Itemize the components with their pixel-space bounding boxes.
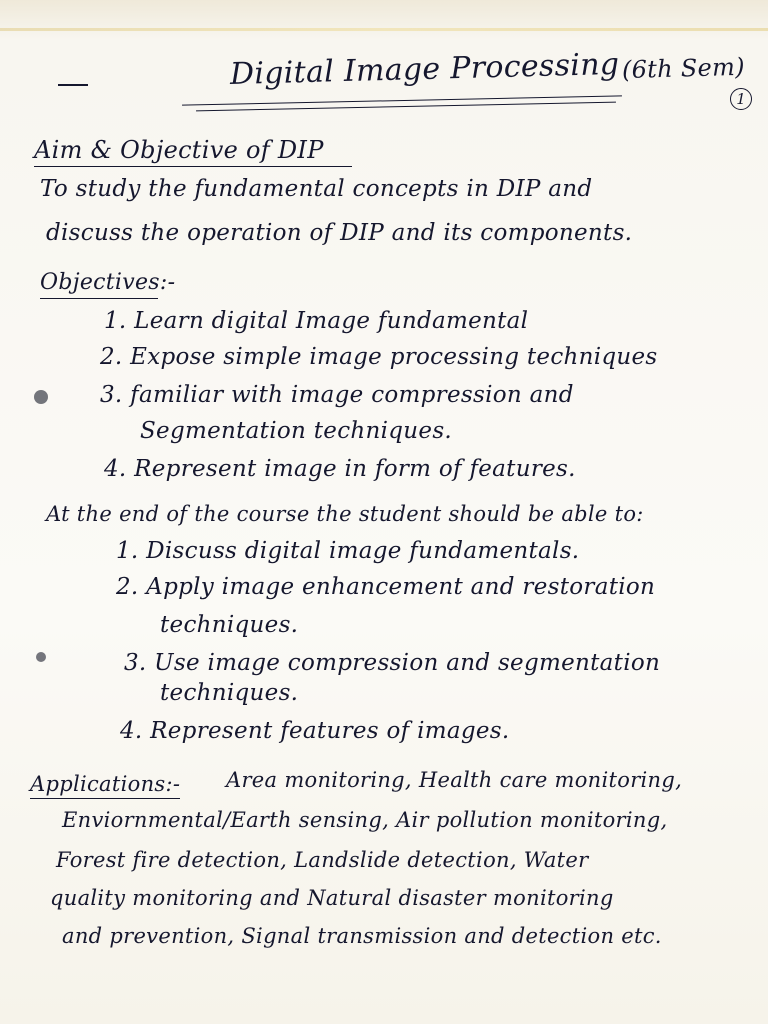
outcome-item: 4. Represent features of images.: [120, 718, 510, 744]
objective-item: 3. familiar with image compression and: [100, 382, 574, 408]
objective-item: 1. Learn digital Image fundamental: [104, 308, 529, 334]
page-title: Digital Image Processing: [229, 46, 620, 92]
applications-line: Forest fire detection, Landslide detection, Water: [56, 848, 589, 872]
page-number: 1: [730, 88, 752, 110]
objective-item: Segmentation techniques.: [140, 418, 453, 444]
outcomes-intro: At the end of the course the student should be able to:: [46, 502, 644, 526]
applications-line: quality monitoring and Natural disaster monitoring: [50, 886, 614, 910]
margin-dash: [58, 84, 88, 86]
objective-item: 2. Expose simple image processing techniques: [100, 344, 658, 370]
applications-line: and prevention, Signal transmission and detection etc.: [62, 924, 662, 948]
outcome-item: 1. Discuss digital image fundamentals.: [116, 538, 580, 564]
aim-text-line: discuss the operation of DIP and its components.: [46, 220, 633, 246]
applications-label-underline: [30, 798, 180, 799]
applications-label: Applications:-: [30, 772, 181, 796]
aim-heading-underline: [34, 166, 352, 167]
objective-item: 4. Represent image in form of features.: [104, 456, 576, 482]
outcome-item: 3. Use image compression and segmentation: [124, 650, 661, 676]
objectives-heading: Objectives:-: [40, 270, 176, 295]
punch-hole: [34, 390, 48, 404]
aim-text-line: To study the fundamental concepts in DIP and: [40, 176, 593, 202]
applications-line: Enviornmental/Earth sensing, Air pollution monitoring,: [62, 808, 668, 832]
outcome-item: 2. Apply image enhancement and restoration: [116, 574, 656, 600]
page-top-edge: [0, 28, 768, 31]
objectives-heading-underline: [40, 298, 158, 299]
aim-heading: Aim & Objective of DIP: [34, 136, 324, 164]
punch-hole: [36, 652, 46, 662]
semester-label: (6th Sem): [621, 52, 746, 84]
applications-line: Area monitoring, Health care monitoring,: [226, 768, 683, 792]
title-underline: [182, 95, 622, 105]
outcome-item: techniques.: [160, 680, 299, 706]
outcome-item: techniques.: [160, 612, 299, 638]
